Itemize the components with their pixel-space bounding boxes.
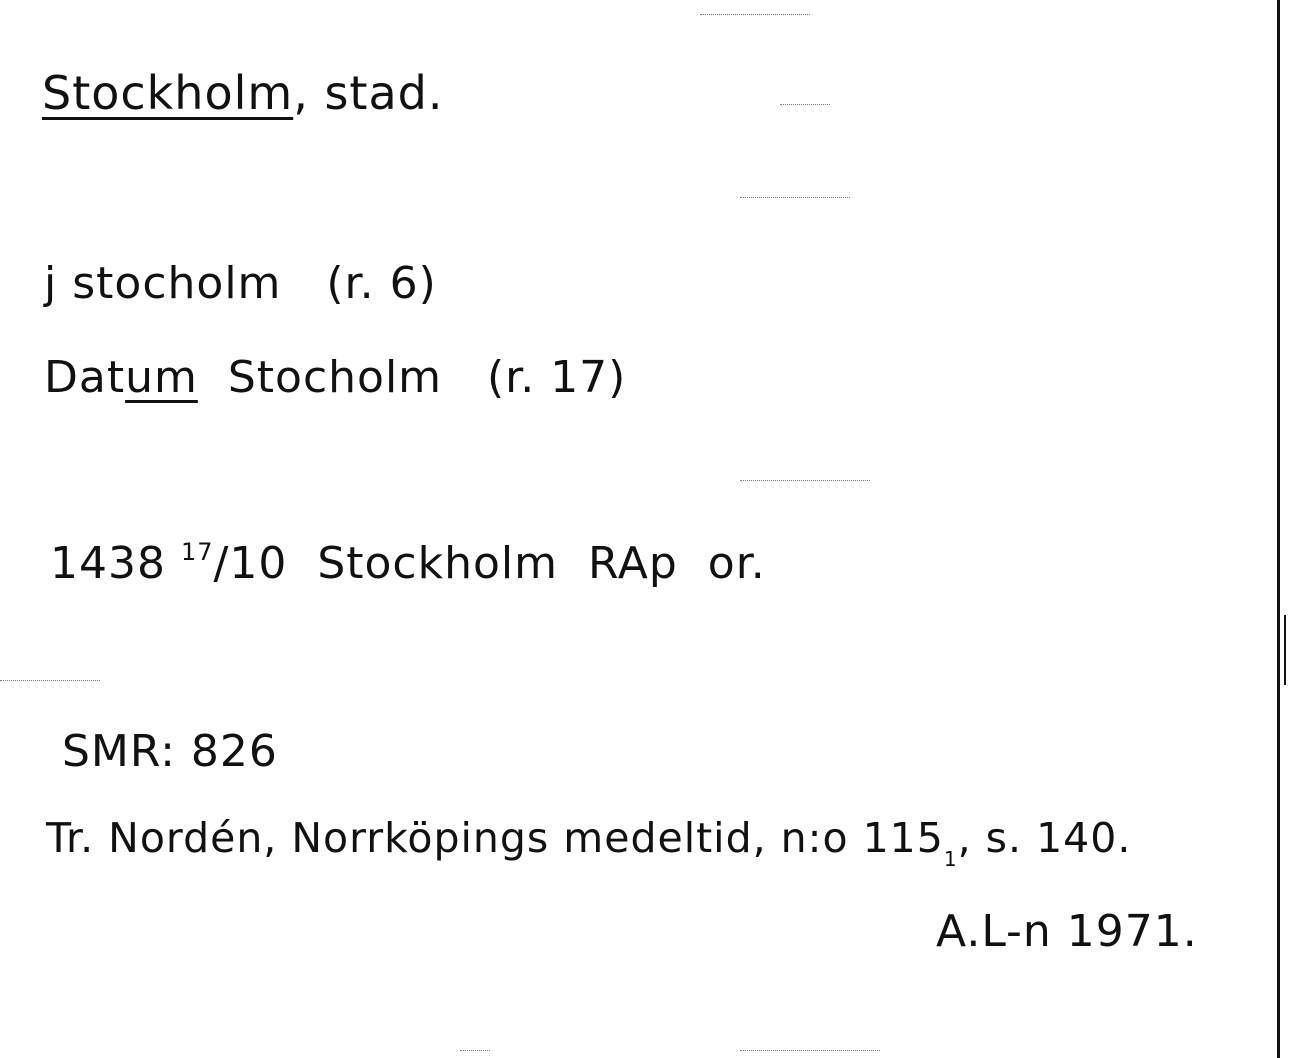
print-sub: 1 xyxy=(943,847,958,871)
scan-speck xyxy=(780,104,830,106)
source-year: 1438 xyxy=(50,538,166,589)
source-date-num: 17 xyxy=(180,538,214,566)
scan-speck xyxy=(0,680,100,682)
heading-place: Stockholm xyxy=(42,66,294,120)
form-row-2 xyxy=(44,352,627,403)
scan-speck xyxy=(740,480,870,482)
print-page: , s. 140. xyxy=(957,814,1132,862)
smr-row xyxy=(62,726,278,777)
form-word: stocholm xyxy=(72,258,282,309)
card-edge-line xyxy=(1277,0,1280,1058)
signature-text: A.L-n 1971. xyxy=(936,906,1198,957)
form-prefix-underlined: um xyxy=(125,352,198,403)
print-text: Tr. Nordén, Norrköpings medeltid, n:o 115 xyxy=(46,814,944,862)
source-date-den: /10 xyxy=(213,538,288,589)
source-archive: RAp xyxy=(587,538,678,589)
form-ref: (r. 6) xyxy=(326,258,437,309)
smr-number: SMR: 826 xyxy=(62,726,278,777)
form-prefix: Dat xyxy=(44,352,126,403)
form-row-1 xyxy=(44,258,437,309)
print-row xyxy=(46,814,1132,871)
form-word: Stocholm xyxy=(227,352,443,403)
card-heading xyxy=(42,66,444,120)
scan-speck xyxy=(460,1050,490,1052)
scan-speck xyxy=(740,1050,880,1052)
form-prefix: j xyxy=(44,258,58,309)
form-ref: (r. 17) xyxy=(487,352,627,403)
scan-speck xyxy=(700,14,810,16)
signature xyxy=(936,906,1198,957)
source-row xyxy=(50,538,766,589)
card-edge-line-lower xyxy=(1284,615,1286,685)
scan-speck xyxy=(740,197,850,199)
heading-suffix: , stad. xyxy=(293,66,444,120)
source-type: or. xyxy=(707,538,766,589)
source-place: Stockholm xyxy=(317,538,558,589)
